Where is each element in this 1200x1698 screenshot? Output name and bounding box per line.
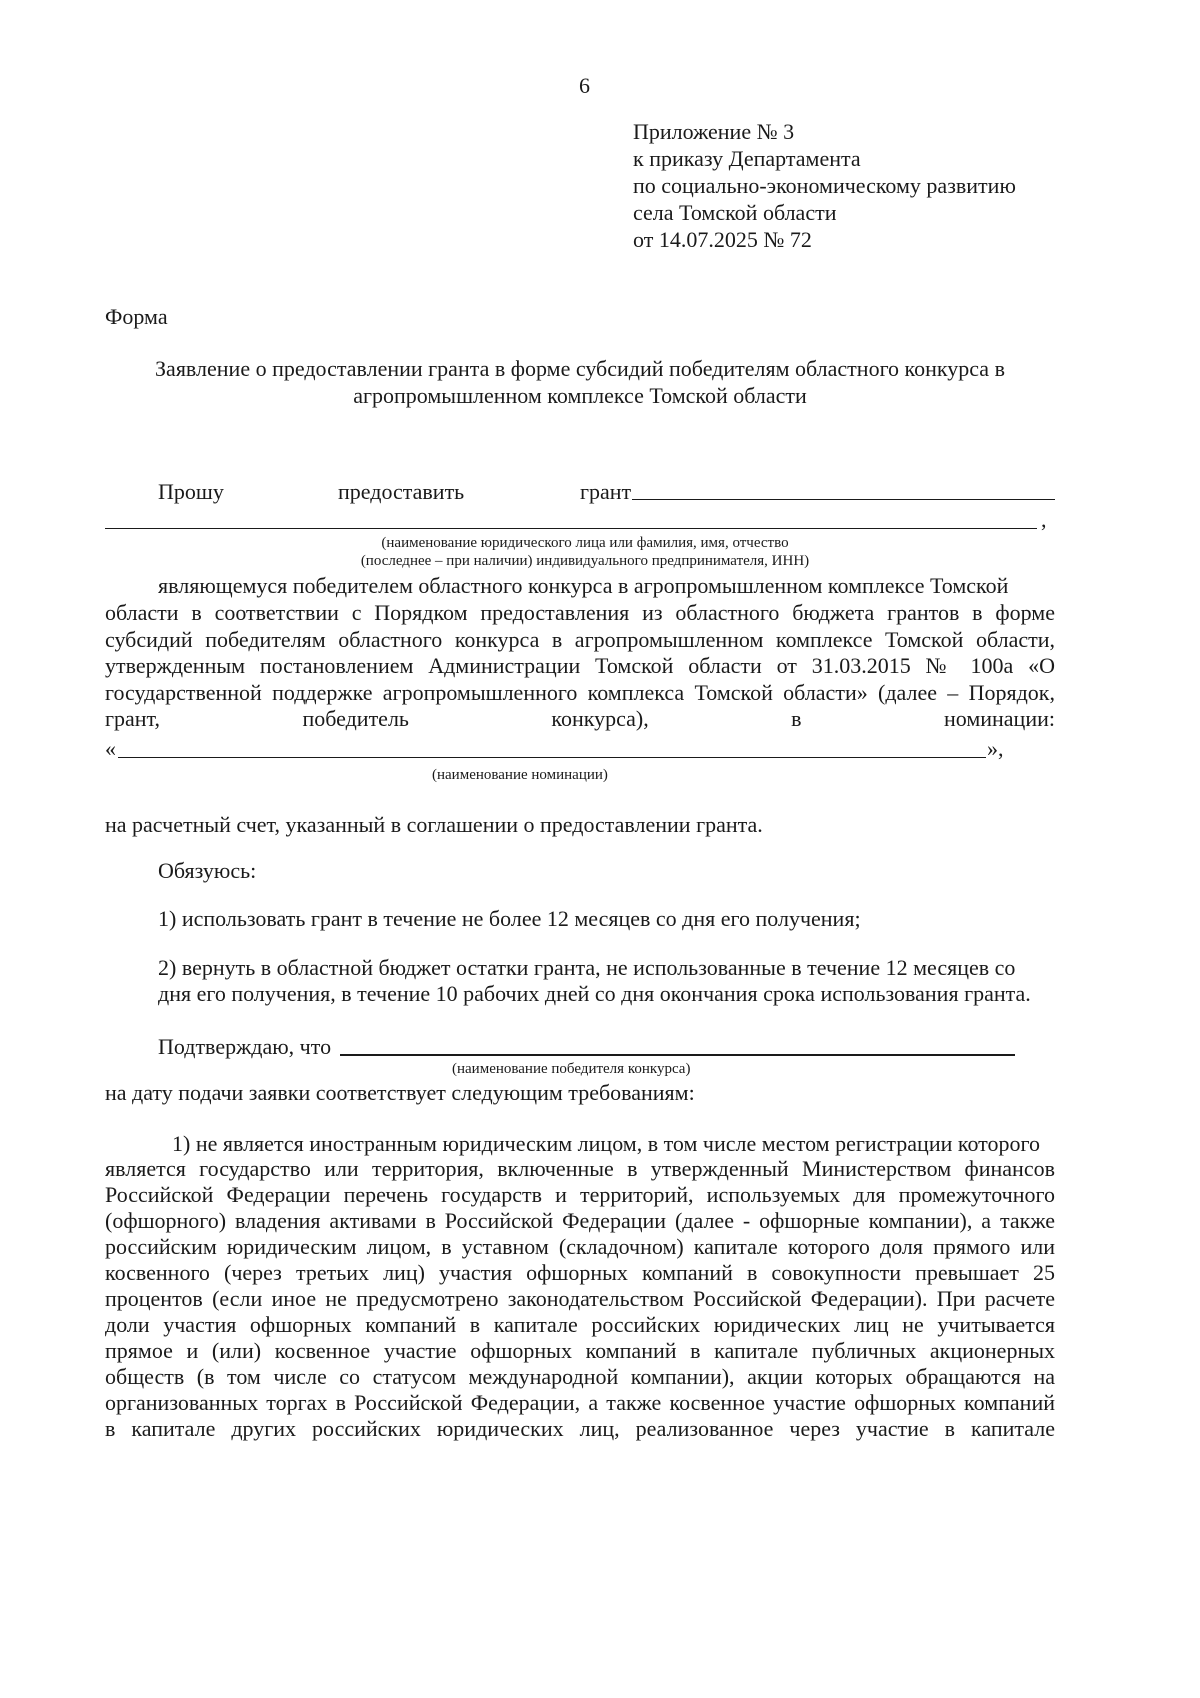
nomination-close-quote: », [987, 736, 1004, 761]
nomination-hint: (наименование номинации) [432, 767, 608, 783]
requirement-line: в капитале других российских юридических лиц, реализованное через участие в капитале [105, 1416, 1055, 1441]
grant-recipient-blank-2[interactable] [105, 528, 1037, 529]
body-line: государственной поддержке агропромышленного комплекса Томской области» (далее – Порядок, [105, 679, 1055, 705]
requirement-line: (офшорного) владения активами в Российской Федерации (далее - офшорные компании), а также [105, 1208, 1055, 1233]
appendix-line: от 14.07.2025 № 72 [633, 227, 812, 252]
grant-recipient-blank[interactable] [632, 499, 1055, 500]
form-label: Форма [105, 304, 168, 329]
request-comma: , [1041, 507, 1047, 532]
body-line: грант, победитель конкурса), в номинации: [105, 706, 1055, 731]
winner-name-blank[interactable] [340, 1054, 1015, 1056]
recipient-hint-line: (последнее – при наличии) индивидуального предпринимателя, ИНН) [360, 553, 810, 569]
requirement-line: прямое и (или) косвенное участие офшорных компаний в капитале публичных акционерных [105, 1338, 1055, 1363]
confirm-label: Подтверждаю, что [158, 1034, 332, 1059]
title-line: Заявление о предоставлении гранта в форме субсидий победителям областного конкурса в [155, 356, 1005, 381]
body-paragraph [105, 600, 1055, 733]
appendix-line: к приказу Департамента [633, 146, 861, 171]
obligations-header: Обязуюсь: [158, 858, 257, 883]
requirement-line: российским юридическим лицом, в уставном (складочном) капитале которого доля прямого или [105, 1234, 1055, 1259]
nomination-open-quote: « [105, 736, 116, 761]
page-number: 6 [579, 73, 590, 98]
account-line: на расчетный счет, указанный в соглашении о предоставлении гранта. [105, 812, 763, 837]
request-word-grant: грант [580, 479, 632, 504]
body-line: утвержденным постановлением Администрации Томской области от 31.03.2015 № 100а «О [105, 653, 1055, 678]
requirement-line: доли участия офшорных компаний в капитале российских юридических лиц не учитывается [105, 1312, 1055, 1337]
requirement-line: обществ (в том числе со статусом международной компании), акции которых обращаются на [105, 1364, 1055, 1389]
requirement-line-first: 1) не является иностранным юридическим лицом, в том числе местом регистрации которого [172, 1131, 1040, 1156]
body-line-first: являющемуся победителем областного конкурса в агропромышленном комплексе Томской [158, 573, 1009, 598]
requirement-line: косвенного (через третьих лиц) участия офшорных компаний в совокупности превышает 25 [105, 1260, 1055, 1285]
document-title [105, 355, 1055, 409]
nomination-blank[interactable] [118, 757, 986, 758]
body-line: субсидий победителям областного конкурса в агропромышленном комплексе Томской области, [105, 626, 1055, 652]
requirement-line: является государство или территория, включенные в утвержденный Министерством финансов [105, 1156, 1055, 1181]
body-line: области в соответствии с Порядком предоставления из областного бюджета грантов в форме [105, 600, 1055, 625]
requirement-line: Российской Федерации перечень государств и территорий, используемых для промежуточного [105, 1182, 1055, 1207]
winner-name-hint: (наименование победителя конкурса) [452, 1061, 691, 1077]
obligation-item-2-line-2: дня его получения, в течение 10 рабочих дней со дня окончания срока использования гранта. [158, 981, 1031, 1006]
recipient-hint [105, 534, 1065, 570]
appendix-line: по социально-экономическому развитию [633, 173, 1016, 198]
obligation-item-1: 1) использовать грант в течение не более 12 месяцев со дня его получения; [158, 906, 861, 931]
confirm-line-2: на дату подачи заявки соответствует следующим требованиям: [105, 1080, 695, 1105]
request-word-predostavit: предоставить [338, 479, 465, 504]
title-line: агропромышленном комплексе Томской области [353, 383, 807, 408]
request-word-prosu: Прошу [158, 479, 224, 504]
appendix-block [633, 118, 1016, 253]
requirement-line: процентов (если иное не предусмотрено законодательством Российской Федерации). При расчете [105, 1286, 1055, 1311]
obligation-item-2-line-1: 2) вернуть в областной бюджет остатки гранта, не использованные в течение 12 месяцев со [158, 955, 1016, 980]
appendix-line: Приложение № 3 [633, 119, 795, 144]
requirement-line: организованных торгах в Российской Федерации, а также косвенное участие офшорных компаний [105, 1390, 1055, 1415]
requirements-paragraph [105, 1156, 1055, 1442]
appendix-line: села Томской области [633, 200, 837, 225]
recipient-hint-line: (наименование юридического лица или фамилия, имя, отчество [381, 535, 789, 551]
